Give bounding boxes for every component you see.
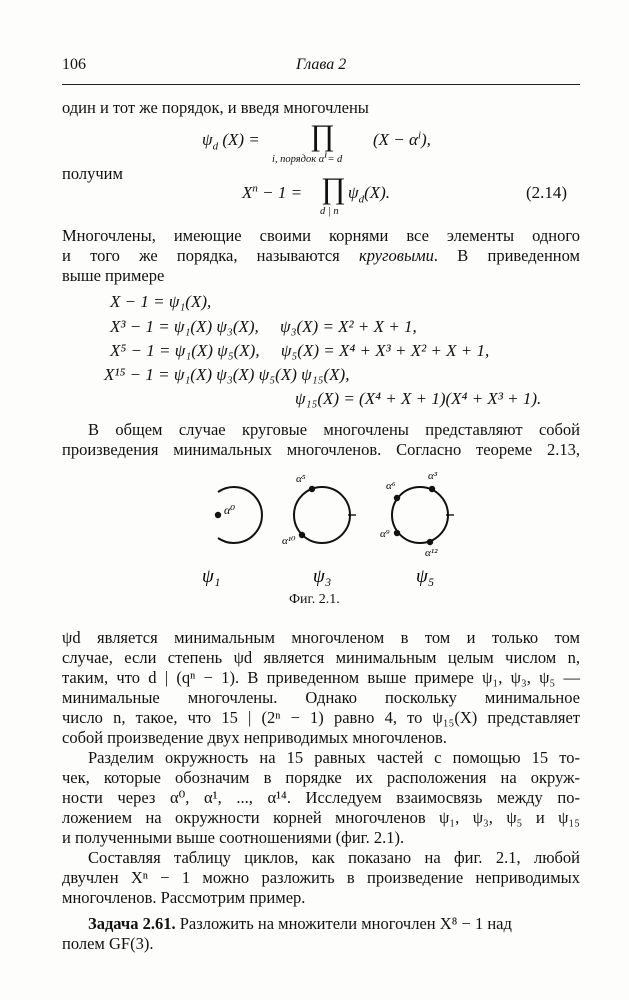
label-alpha9: α⁹	[380, 528, 390, 540]
para4-line4: ложением на окружности корней многочленов ψ₁, ψ₃, ψ₅ и ψ₁₅	[62, 808, 580, 827]
label-psi1: ψ₁	[202, 566, 221, 587]
para5-line3: многочленов. Рассмотрим пример.	[62, 888, 306, 907]
term-circular: круговыми	[359, 246, 434, 265]
para2-line2: произведения минимальных многочленов. Согласно теореме 2.13,	[62, 440, 580, 459]
para3-line5: число n, такое, что 15 | (2ⁿ − 1) равно 4, то ψ₁₅(X) представляет	[62, 708, 580, 727]
para1-line2: и того же порядка, называются круговыми. В приведенном	[62, 246, 580, 265]
para2-line1: В общем случае круговые многочлены представляют собой	[88, 420, 580, 439]
eq1-lhs: $\psi_d$ (X) =	[202, 130, 260, 153]
circle-psi1	[202, 487, 262, 587]
root-point-alpha12	[427, 539, 433, 545]
eq2-product-symbol: ∏	[321, 172, 346, 205]
para4-line2: чек, которые обозначим в порядке их расположения на окруж-	[62, 768, 580, 787]
eq2-number: (2.14)	[526, 183, 568, 202]
label-alpha0: α⁰	[224, 503, 236, 517]
root-point-alpha6	[394, 495, 400, 501]
header-rule	[62, 84, 580, 85]
root-point-alpha5	[309, 486, 315, 492]
para4-line1: Разделим окружность на 15 равных частей с помощью 15 то-	[88, 748, 580, 767]
label-alpha6: α⁶	[386, 480, 396, 492]
label-alpha5: α⁵	[296, 473, 306, 485]
example-row-3: X⁵ − 1 = ψ₁(X) ψ₅(X), ψ₅(X) = X⁴ + X³ + X² + X + 1,	[110, 341, 490, 360]
circle-psi5	[380, 470, 454, 587]
para3-line6: собой произведение двух неприводимых многочленов.	[62, 728, 447, 747]
page-number: 106	[62, 56, 86, 73]
eq2-lhs: $X^n - 1$ =	[242, 182, 303, 202]
para3-line1: ψd является минимальным многочленом в том и только том	[62, 628, 580, 647]
example-row-1: X − 1 = ψ₁(X),	[110, 292, 212, 311]
circle-psi3	[282, 473, 356, 587]
root-point-alpha3	[429, 486, 435, 492]
eq1-rhs: $(X - \alpha^i)$,	[373, 129, 431, 149]
para5-line2: двучлен Xⁿ − 1 можно разложить в произведение неприводимых	[62, 868, 580, 887]
label-alpha10: α¹⁰	[282, 535, 296, 547]
task-line2: полем GF(3).	[62, 934, 154, 953]
label-alpha12: α¹²	[425, 547, 438, 559]
intro-line: один и тот же порядок, и введя многочлены	[62, 98, 369, 117]
task-line1: Задача 2.61. Разложить на множители многочлен X⁸ − 1 над	[88, 914, 512, 933]
eq2-product-index: d | n	[320, 206, 339, 217]
para5-line1: Составляя таблицу циклов, как показано на фиг. 2.1, любой	[88, 848, 580, 867]
para1-line3: выше примере	[62, 266, 165, 285]
task-label: Задача 2.61.	[88, 914, 176, 933]
para1-line1: Многочлены, имеющие своими корнями все элементы одного	[62, 226, 580, 245]
eq1-product-index: i, порядок $\alpha^i= d$	[272, 148, 343, 165]
eq1-product-symbol: ∏	[310, 119, 335, 152]
root-point-alpha10	[299, 532, 305, 538]
para4-line5: и полученными выше соотношениями (фиг. 2.1).	[62, 828, 405, 847]
example-row-2: X³ − 1 = ψ₁(X) ψ₃(X), ψ₃(X) = X² + X + 1,	[110, 317, 417, 336]
example-row-5: ψ₁₅(X) = (X⁴ + X + 1)(X⁴ + X³ + 1).	[295, 389, 542, 408]
root-point-alpha0	[215, 512, 221, 518]
para3-line3: таким, что d | (qⁿ − 1). В приведенном выше примере ψ₁, ψ₃, ψ₅ —	[62, 668, 580, 687]
figure-caption: Фиг. 2.1.	[289, 592, 340, 607]
chapter-title: Глава 2	[296, 56, 347, 73]
para3-line4: минимальные многочлены. Однако поскольку минимальное	[62, 688, 580, 707]
para3-line2: случае, если степень ψd является минимальным целым числом n,	[62, 648, 580, 667]
eq2-rhs: $\psi_d(X)$.	[348, 183, 391, 206]
label-alpha3: α³	[428, 470, 438, 482]
obtaining-line: получим	[62, 164, 123, 183]
label-psi5: ψ₅	[416, 566, 435, 587]
para4-line3: ности через α⁰, α¹, ..., α¹⁴. Исследуем взаимосвязь между по-	[62, 788, 580, 807]
root-point-alpha9	[394, 530, 400, 536]
label-psi3: ψ₃	[313, 566, 332, 587]
example-row-4: X¹⁵ − 1 = ψ₁(X) ψ₃(X) ψ₅(X) ψ₁₅(X),	[104, 365, 350, 384]
